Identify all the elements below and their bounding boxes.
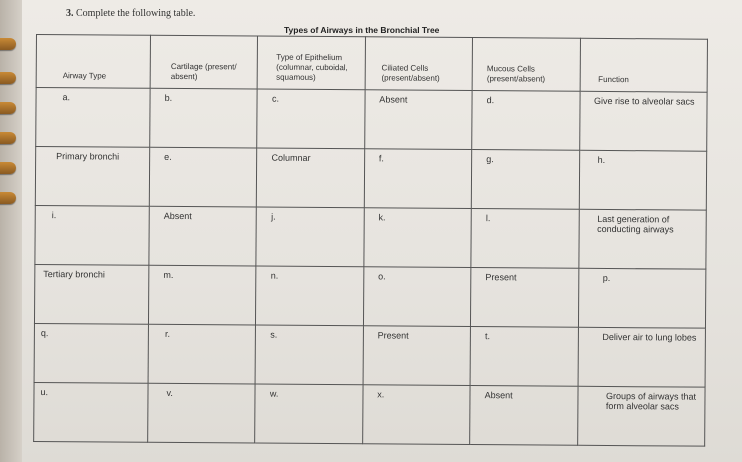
cell-epithelium: j. bbox=[256, 207, 364, 267]
header-ciliated-cells: Ciliated Cells (present/absent) bbox=[365, 37, 473, 91]
cell-ciliated-cells: o. bbox=[363, 267, 471, 327]
cell-epithelium: c. bbox=[257, 89, 365, 149]
cell-epithelium: n. bbox=[256, 266, 364, 326]
table-row bbox=[34, 382, 705, 446]
cell-airway-type: q. bbox=[34, 323, 148, 383]
cell-epithelium: w. bbox=[255, 384, 363, 444]
table-row bbox=[35, 146, 706, 210]
cell-epithelium: Columnar bbox=[257, 148, 365, 208]
airways-table bbox=[33, 34, 708, 447]
binder-ring bbox=[0, 72, 16, 84]
cell-cartilage: v. bbox=[148, 383, 256, 443]
header-row bbox=[36, 35, 707, 93]
cell-mucous-cells: Absent bbox=[470, 385, 578, 445]
cell-airway-type: Primary bronchi bbox=[35, 146, 149, 206]
question-number: 3. bbox=[66, 8, 74, 19]
table-row bbox=[35, 205, 706, 269]
cell-function: p. bbox=[578, 268, 706, 328]
cell-epithelium: s. bbox=[255, 325, 363, 385]
table-row bbox=[34, 264, 705, 328]
cell-mucous-cells: t. bbox=[470, 326, 578, 386]
cell-function: Groups of airways that form alveolar sacs bbox=[577, 386, 705, 446]
cell-ciliated-cells: Absent bbox=[364, 90, 472, 150]
cell-cartilage: r. bbox=[148, 324, 256, 384]
header-epithelium: Type of Epithelium (columnar, cuboidal, squamous) bbox=[258, 36, 366, 90]
binder-ring bbox=[0, 162, 16, 174]
cell-cartilage: e. bbox=[149, 147, 257, 207]
cell-mucous-cells: d. bbox=[472, 90, 580, 150]
cell-airway-type: Tertiary bronchi bbox=[34, 264, 148, 324]
table-row bbox=[36, 87, 707, 151]
instruction-text: Complete the following table. bbox=[76, 8, 196, 19]
table-row bbox=[34, 323, 705, 387]
header-cartilage: Cartilage (present/ absent) bbox=[150, 35, 258, 89]
table-title: Types of Airways in the Bronchial Tree bbox=[284, 25, 440, 35]
header-airway-type: Airway Type bbox=[36, 35, 150, 89]
header-mucous-cells: Mucous Cells (present/absent) bbox=[472, 38, 580, 92]
binder-ring bbox=[0, 192, 16, 204]
cell-airway-type: u. bbox=[34, 382, 148, 442]
cell-function: h. bbox=[579, 150, 707, 210]
cell-mucous-cells: g. bbox=[471, 149, 579, 209]
cell-ciliated-cells: k. bbox=[364, 208, 472, 268]
cell-cartilage: Absent bbox=[149, 206, 257, 266]
cell-function: Last generation of conducting airways bbox=[578, 209, 706, 269]
cell-function: Give rise to alveolar sacs bbox=[579, 91, 707, 151]
cell-airway-type: i. bbox=[35, 205, 149, 265]
binder-ring bbox=[0, 102, 16, 114]
cell-cartilage: m. bbox=[149, 265, 257, 325]
cell-mucous-cells: Present bbox=[471, 267, 579, 327]
cell-airway-type: a. bbox=[36, 87, 150, 147]
cell-cartilage: b. bbox=[150, 88, 258, 148]
header-function: Function bbox=[580, 38, 708, 92]
cell-function: Deliver air to lung lobes bbox=[578, 327, 706, 387]
binder-ring bbox=[0, 132, 16, 144]
binder-ring bbox=[0, 38, 16, 50]
cell-ciliated-cells: Present bbox=[363, 326, 471, 386]
instruction bbox=[66, 8, 195, 19]
cell-ciliated-cells: f. bbox=[364, 149, 472, 209]
binder-edge bbox=[0, 0, 24, 462]
cell-ciliated-cells: x. bbox=[362, 385, 470, 445]
cell-mucous-cells: l. bbox=[471, 208, 579, 268]
